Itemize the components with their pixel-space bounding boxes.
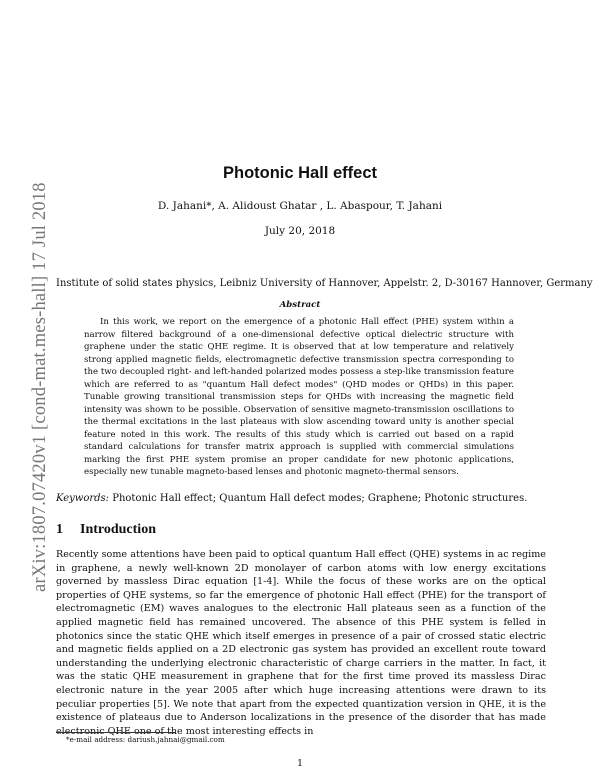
arxiv-identifier: arXiv:1807.07420v1 [cond-mat.mes-hall] 17 Jul 2018	[30, 182, 50, 592]
section-title: Introduction	[80, 522, 156, 537]
introduction-paragraph: Recently some attentions have been paid to optical quantum Hall effect (QHE) systems in ac regime in graphene, a newly well-known 2D monolayer of carbon atoms with low energy excitations governed by massless Dirac equation [1-4]. While the focus of these works are on the optical properties of QHE systems, so far the emergence of photonic Hall effect (PHE) for the transport of electromagnetic (EM) waves analogues to the electronic Hall plateaus seen as a function of the applied magnetic field has remained uncovered. The absence of this PHE system is felled in photonics since the static QHE which itself emerges in presence of a pair of crossed static electric and magnetic fields applied on a 2D electronic gas system has provided an excellent route toward understanding the underlying electronic characteristic of charge carriers in the matter. In fact, it was the static QHE measurement in graphene that for the first time proved its massless Dirac electronic nature in the year 2005 after which huge increasing attentions were drawn to its peculiar properties [5]. We note that apart from the expected quantization version in QHE, it is the existence of plateaus due to Anderson localizations in the presence of the disorder that has made electronic QHE one of the most interesting effects in	[56, 549, 546, 737]
abstract-text: In this work, we report on the emergence of a photonic Hall effect (PHE) system within a narrow filtered background of a one-dimensional defective optical dielectric structure with graphene under the static QHE regime. It is observed that at low temperature and relatively strong applied magnetic fields, electromagnetic defective transmission spectra corresponding to the two decoupled right- and left-handed polarized modes possess a step-like transmission feature which are referred to as "quantum Hall defect modes" (QHD modes or QHDs) in this paper. Tunable growing transitional transmission steps for QHDs with increasing the magnetic field intensity was shown to be possible. Observation of sensitive magneto-transmission oscillations to the thermal excitations in the last plateaus with slow ascending toward unity is another special feature noted in this work. The results of this study which is carried out based on a rapid standard calculations for transfer matrix approach is supplied with commercial simulations marking the first PHE system promise an proper candidate for new photonic applications, especially new tunable magneto-based lenses and photonic magneto-thermal sensors.	[84, 317, 514, 477]
keywords-list: Photonic Hall effect; Quantum Hall defect modes; Graphene; Photonic structures.	[112, 493, 528, 504]
author-list: D. Jahani*, A. Alidoust Ghatar , L. Abaspour, T. Jahani	[157, 200, 443, 212]
abstract-heading: Abstract	[279, 300, 321, 310]
keywords-label: Keywords:	[56, 493, 110, 504]
section-number: 1	[56, 522, 63, 537]
keywords-line	[56, 493, 546, 504]
publication-date: July 20, 2018	[264, 225, 336, 237]
footnote-divider	[56, 732, 176, 733]
footnote: *e-mail address: dariush.jahnai@gmail.com	[66, 735, 225, 744]
paper-title: Photonic Hall effect	[222, 164, 378, 182]
affiliation: Institute of solid states physics, Leibniz University of Hannover, Appelstr. 2, D-30167 Hannover, Germany	[56, 278, 593, 289]
section-heading	[56, 522, 156, 538]
page-number: 1	[296, 758, 304, 769]
